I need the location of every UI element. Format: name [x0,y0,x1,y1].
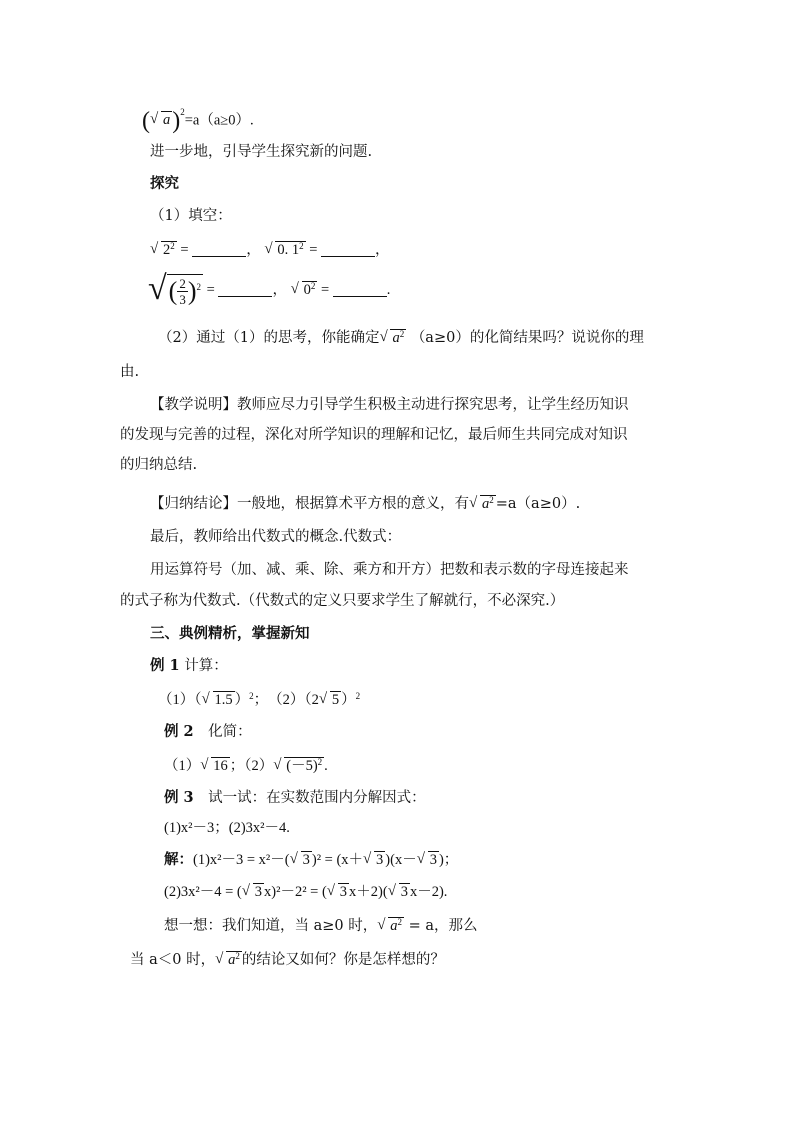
definition-line-1: 用运算符号（加、减、乘、除、乘方和开方）把数和表示数的字母连接起来 [150,562,629,578]
solution-line-1: 解：(1)x²－3 = x²－(√ 3 )² = (x＋√ 3 )(x－√ 3 )； [164,850,458,870]
example-1-title: 例 1 计算： [150,657,228,674]
example-3-title: 例 3 试一试：在实数范围内分解因式： [164,789,426,806]
section-heading: 三、典例精析，掌握新知 [150,625,310,642]
definition-line-2: 的式子称为代数式.（代数式的定义只要求学生了解就行，不必深究.） [120,593,565,609]
paragraph: 进一步地，引导学生探究新的问题. [150,144,373,160]
example-2-title: 例 2 化简： [164,723,252,740]
example-1-problems: （1）（√ 1.5 ）$^2$； （2）（2√ 5 ）$^2$ [158,690,360,710]
answer-blank[interactable] [321,242,375,257]
think-line-2: 当 a＜0 时，√ $a^2$ 的结论又如何？你是怎样想的？ [130,950,445,970]
identity-line: (√ a)$^2$=a（a≥0）. [142,106,254,136]
teaching-note-line-1: 【教学说明】教师应尽力引导学生积极主动进行探究思考，让学生经历知识 [150,397,629,413]
heading-explore: 探究 [150,175,179,192]
example-2-problems: （1）√ 16 ；（2）√ $(-5)^2$ . [164,756,328,776]
paragraph: 最后，教师给出代数式的概念.代数式： [150,529,402,545]
question-2-line-1: （2）通过（1）的思考，你能确定√ $a^2$ （a≥0）的化简结果吗？说说你的理 [158,328,644,348]
conclusion-line: 【归纳结论】一般地，根据算术平方根的意义，有√ $a^2 =a(a\ge 0)$. [150,494,580,514]
example-3-problems: (1)x²－3；(2)3x²－4. [164,820,290,836]
sqrt-a: √ a [151,110,172,130]
answer-blank[interactable] [333,282,387,297]
answer-blank[interactable] [192,242,246,257]
question-2-line-2: 由. [120,364,140,380]
fill-blank-instruction: （1）填空： [150,208,232,224]
think-line-1: 想一想：我们知道，当 a≥0 时，√ $a^2 = a$，那么 [164,916,478,936]
fill-row-2: √( $\frac{2}{3}$ )$^2$ = ， √ $0^2$ = . [148,272,390,308]
teaching-note-line-2: 的发现与完善的过程，深化对所学知识的理解和记忆，最后师生共同完成对知识 [120,427,628,443]
answer-blank[interactable] [218,282,272,297]
teaching-note-line-3: 的归纳总结. [120,457,198,473]
fill-row-1: √ $2^2$ = ， √ 0. $1^2$ = ， [150,240,390,260]
solution-line-2: (2)3x²－4 = (√ 3 x)²－2² = (√ 3 x＋2)(√ 3 x－2). [164,882,447,902]
